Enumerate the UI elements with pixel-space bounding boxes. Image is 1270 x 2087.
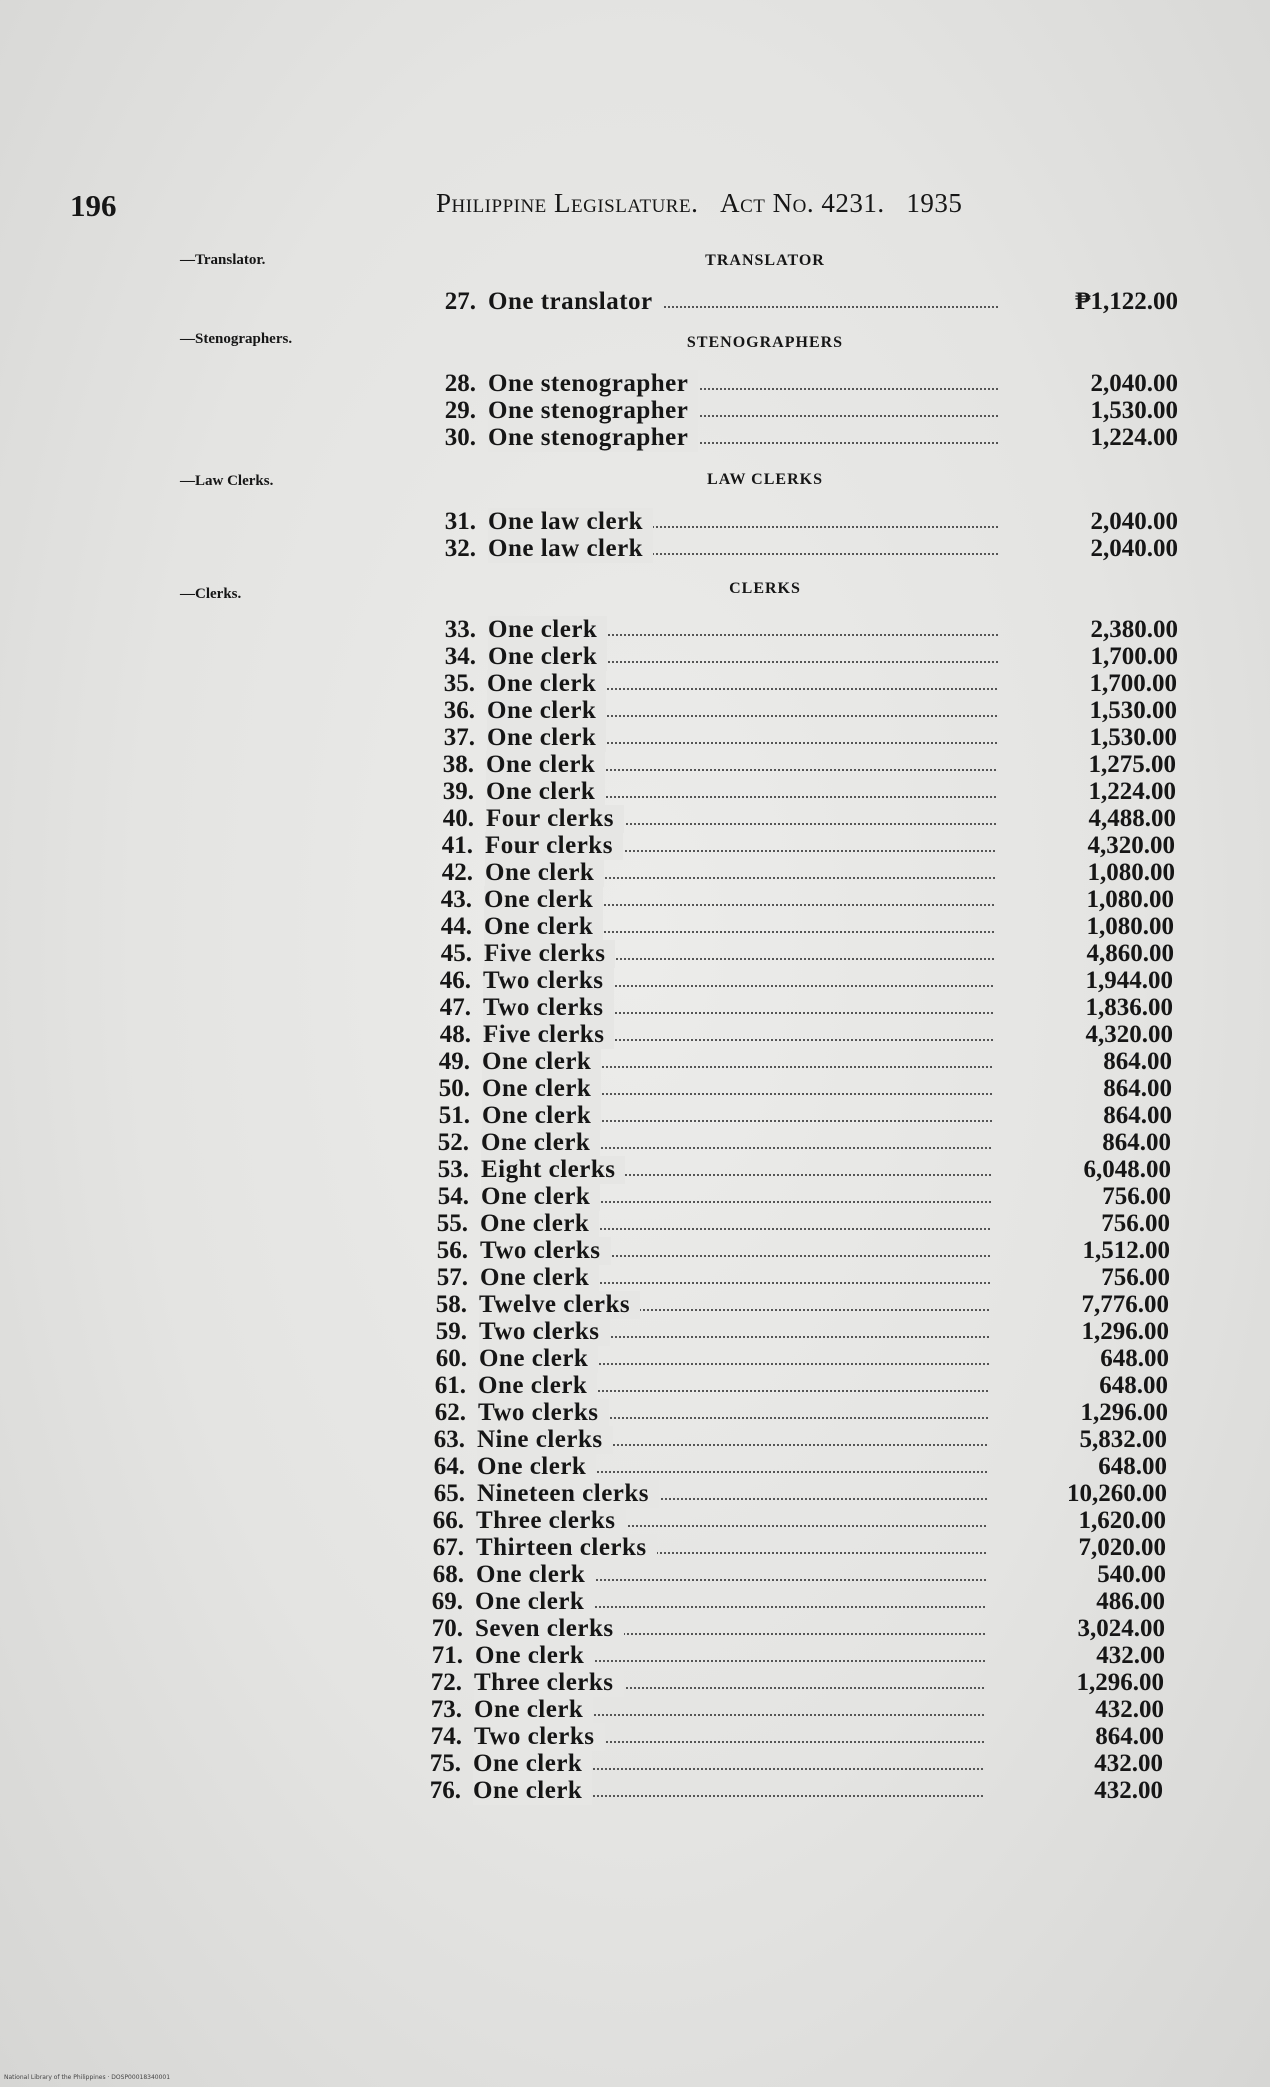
item-amount: 1,296.00 — [1076, 1669, 1164, 1696]
running-head-year: 1935 — [906, 188, 963, 218]
item-description-wrap — [488, 288, 998, 315]
list-item — [412, 1102, 1172, 1129]
item-description: Five clerks — [484, 940, 615, 968]
item-description: Four clerks — [485, 832, 623, 860]
item-description: Two clerks — [483, 967, 614, 995]
item-description-wrap — [488, 424, 998, 451]
list-item — [411, 1183, 1171, 1210]
page-number: 196 — [70, 188, 117, 223]
list-item — [405, 1642, 1165, 1669]
list-item — [406, 1561, 1166, 1588]
item-description-wrap — [488, 643, 998, 670]
item-number: 48. — [439, 1021, 471, 1048]
section-heading-translator: TRANSLATOR — [705, 252, 825, 269]
item-amount: 2,040.00 — [1090, 370, 1178, 397]
list-item — [418, 397, 1178, 424]
item-description: One clerk — [482, 1048, 601, 1076]
item-number: 50. — [438, 1075, 470, 1102]
list-item — [416, 778, 1176, 805]
item-number: 66. — [432, 1507, 464, 1534]
item-number: 52. — [437, 1129, 469, 1156]
item-description-wrap — [479, 1345, 989, 1372]
item-number: 30. — [444, 424, 476, 451]
item-description-wrap — [482, 1075, 992, 1102]
list-item — [418, 643, 1178, 670]
item-description: Thirteen clerks — [476, 1534, 657, 1562]
item-description: Three clerks — [474, 1669, 624, 1697]
list-item — [412, 1075, 1172, 1102]
margin-note-stenographers: —Stenographers. — [180, 331, 293, 347]
item-description: Four clerks — [486, 805, 624, 833]
item-number: 41. — [441, 832, 473, 859]
list-item — [409, 1318, 1169, 1345]
item-description-wrap — [481, 1129, 991, 1156]
item-amount: 1,530.00 — [1090, 397, 1178, 424]
item-number: 60. — [435, 1345, 467, 1372]
item-amount: 432.00 — [1094, 1777, 1163, 1804]
item-description-wrap — [487, 697, 997, 724]
item-number: 70. — [431, 1615, 463, 1642]
list-item — [411, 1156, 1171, 1183]
item-description-wrap — [473, 1777, 983, 1804]
item-description-wrap — [478, 1399, 988, 1426]
item-description-wrap — [477, 1426, 987, 1453]
item-description: One clerk — [479, 1345, 598, 1373]
list-item — [404, 1723, 1164, 1750]
list-item — [416, 805, 1176, 832]
item-amount: 1,080.00 — [1086, 913, 1174, 940]
item-amount: 1,530.00 — [1089, 724, 1177, 751]
item-number: 43. — [440, 886, 472, 913]
item-description-wrap — [488, 535, 998, 562]
item-description-wrap — [485, 832, 995, 859]
item-description-wrap — [474, 1696, 984, 1723]
item-description: One clerk — [473, 1750, 592, 1778]
list-item — [412, 1048, 1172, 1075]
item-number: 31. — [444, 508, 476, 535]
item-description-wrap — [488, 397, 998, 424]
item-amount: 864.00 — [1095, 1723, 1164, 1750]
item-description-wrap — [484, 886, 994, 913]
item-amount: 486.00 — [1096, 1588, 1165, 1615]
running-head-act: Act No. 4231. — [720, 188, 885, 218]
item-description: Nine clerks — [477, 1426, 613, 1454]
item-amount: 648.00 — [1100, 1345, 1169, 1372]
item-amount: 1,296.00 — [1081, 1318, 1169, 1345]
item-description: One clerk — [474, 1696, 593, 1724]
item-description-wrap — [480, 1264, 990, 1291]
item-amount: 6,048.00 — [1083, 1156, 1171, 1183]
item-description: One clerk — [486, 751, 605, 779]
item-number: 75. — [429, 1750, 461, 1777]
list-item — [417, 724, 1177, 751]
item-amount: 648.00 — [1098, 1453, 1167, 1480]
item-amount: 432.00 — [1095, 1696, 1164, 1723]
item-amount: 10,260.00 — [1067, 1480, 1167, 1507]
list-item — [404, 1696, 1164, 1723]
item-amount: 4,860.00 — [1086, 940, 1174, 967]
item-amount: 2,040.00 — [1090, 508, 1178, 535]
item-number: 53. — [437, 1156, 469, 1183]
item-number: 33. — [444, 616, 476, 643]
item-number: 61. — [434, 1372, 466, 1399]
list-item — [407, 1426, 1167, 1453]
item-description-wrap — [483, 1021, 993, 1048]
item-number: 76. — [429, 1777, 461, 1804]
item-description: One clerk — [482, 1075, 601, 1103]
item-number: 46. — [439, 967, 471, 994]
item-description-wrap — [478, 1372, 988, 1399]
item-amount: 4,320.00 — [1085, 1021, 1173, 1048]
list-item — [413, 967, 1173, 994]
item-amount: 540.00 — [1097, 1561, 1166, 1588]
list-item — [410, 1237, 1170, 1264]
item-description: One clerk — [480, 1264, 599, 1292]
item-number: 69. — [431, 1588, 463, 1615]
item-number: 71. — [431, 1642, 463, 1669]
item-number: 44. — [440, 913, 472, 940]
item-description: Nineteen clerks — [477, 1480, 659, 1508]
item-amount: 1,836.00 — [1085, 994, 1173, 1021]
list-item — [410, 1264, 1170, 1291]
item-description: One clerk — [488, 643, 607, 671]
item-number: 40. — [442, 805, 474, 832]
item-number: 35. — [443, 670, 475, 697]
item-number: 36. — [443, 697, 475, 724]
item-description: Three clerks — [476, 1507, 626, 1535]
list-item — [404, 1669, 1164, 1696]
item-number: 55. — [436, 1210, 468, 1237]
item-amount: 1,080.00 — [1087, 859, 1175, 886]
item-description: One clerk — [473, 1777, 592, 1805]
list-item — [403, 1777, 1163, 1804]
section-heading-stenographers: STENOGRAPHERS — [686, 334, 844, 351]
item-description: One clerk — [476, 1561, 595, 1589]
item-amount: 4,488.00 — [1088, 805, 1176, 832]
list-item — [418, 535, 1178, 562]
item-description-wrap — [484, 940, 994, 967]
list-item — [406, 1534, 1166, 1561]
margin-note-clerks: —Clerks. — [180, 586, 242, 602]
list-item — [405, 1588, 1165, 1615]
list-item — [403, 1750, 1163, 1777]
item-description-wrap — [476, 1534, 986, 1561]
list-item — [417, 697, 1177, 724]
item-amount: 1,530.00 — [1089, 697, 1177, 724]
item-number: 64. — [433, 1453, 465, 1480]
list-item — [411, 1129, 1171, 1156]
item-description-wrap — [482, 1102, 992, 1129]
item-description: Twelve clerks — [479, 1291, 640, 1319]
item-amount: 7,020.00 — [1078, 1534, 1166, 1561]
list-item — [405, 1615, 1165, 1642]
item-amount: 864.00 — [1102, 1129, 1171, 1156]
list-item — [408, 1372, 1168, 1399]
item-description: One stenographer — [488, 424, 698, 452]
item-description: One clerk — [475, 1588, 594, 1616]
item-description-wrap — [486, 778, 996, 805]
item-number: 74. — [430, 1723, 462, 1750]
item-description-wrap — [474, 1723, 984, 1750]
list-item — [414, 886, 1174, 913]
list-item — [407, 1480, 1167, 1507]
item-amount: 648.00 — [1099, 1372, 1168, 1399]
item-description-wrap — [486, 751, 996, 778]
section-heading-law-clerks: LAW CLERKS — [707, 471, 823, 488]
item-description: One stenographer — [488, 370, 698, 398]
item-description-wrap — [487, 724, 997, 751]
item-number: 45. — [440, 940, 472, 967]
item-number: 37. — [443, 724, 475, 751]
item-description-wrap — [476, 1561, 986, 1588]
item-description-wrap — [482, 1048, 992, 1075]
item-description: One clerk — [484, 886, 603, 914]
item-description-wrap — [481, 1156, 991, 1183]
item-description-wrap — [476, 1507, 986, 1534]
item-amount: 756.00 — [1101, 1264, 1170, 1291]
section-heading-clerks: CLERKS — [729, 580, 801, 597]
item-number: 27. — [444, 288, 476, 315]
list-item — [414, 940, 1174, 967]
item-number: 59. — [435, 1318, 467, 1345]
item-amount: 1,224.00 — [1088, 778, 1176, 805]
item-description: Two clerks — [478, 1399, 609, 1427]
item-amount: 864.00 — [1103, 1102, 1172, 1129]
item-number: 42. — [441, 859, 473, 886]
item-number: 63. — [433, 1426, 465, 1453]
item-amount: 1,296.00 — [1080, 1399, 1168, 1426]
item-description-wrap — [484, 913, 994, 940]
list-item — [416, 751, 1176, 778]
item-number: 29. — [444, 397, 476, 424]
item-amount: 1,700.00 — [1089, 670, 1177, 697]
list-item — [413, 1021, 1173, 1048]
item-description: Two clerks — [474, 1723, 605, 1751]
item-amount: 432.00 — [1094, 1750, 1163, 1777]
margin-note-law-clerks: —Law Clerks. — [180, 473, 274, 489]
list-item — [418, 288, 1178, 315]
item-description: One clerk — [481, 1183, 600, 1211]
item-amount: ₱1,122.00 — [1075, 288, 1178, 315]
item-description-wrap — [477, 1480, 987, 1507]
footer-credit: National Library of the Philippines · DOSP00018340001 — [4, 2074, 171, 2081]
list-item — [418, 616, 1178, 643]
list-item — [406, 1507, 1166, 1534]
item-number: 51. — [438, 1102, 470, 1129]
item-description: Two clerks — [483, 994, 614, 1022]
item-amount: 1,512.00 — [1082, 1237, 1170, 1264]
item-description: One clerk — [475, 1642, 594, 1670]
item-description: One clerk — [487, 670, 606, 698]
item-amount: 1,620.00 — [1078, 1507, 1166, 1534]
item-amount: 1,700.00 — [1090, 643, 1178, 670]
item-description-wrap — [485, 859, 995, 886]
item-number: 68. — [432, 1561, 464, 1588]
item-description: Five clerks — [483, 1021, 614, 1049]
item-description: One clerk — [484, 913, 603, 941]
item-description: One law clerk — [488, 508, 653, 536]
item-amount: 864.00 — [1103, 1048, 1172, 1075]
list-item — [418, 424, 1178, 451]
item-number: 38. — [442, 751, 474, 778]
item-number: 32. — [444, 535, 476, 562]
item-amount: 1,944.00 — [1085, 967, 1173, 994]
item-description: Eight clerks — [481, 1156, 625, 1184]
item-number: 49. — [438, 1048, 470, 1075]
list-item — [415, 832, 1175, 859]
list-item — [415, 859, 1175, 886]
item-description-wrap — [480, 1210, 990, 1237]
item-description: One clerk — [488, 616, 607, 644]
item-description: One clerk — [480, 1210, 599, 1238]
item-description-wrap — [475, 1588, 985, 1615]
list-item — [413, 994, 1173, 1021]
item-description-wrap — [481, 1183, 991, 1210]
item-number: 39. — [442, 778, 474, 805]
item-description: One clerk — [482, 1102, 601, 1130]
item-amount: 756.00 — [1102, 1183, 1171, 1210]
list-item — [414, 913, 1174, 940]
item-description-wrap — [473, 1750, 983, 1777]
list-item — [408, 1399, 1168, 1426]
item-description: One clerk — [486, 778, 605, 806]
item-number: 72. — [430, 1669, 462, 1696]
item-description-wrap — [480, 1237, 990, 1264]
list-item — [418, 508, 1178, 535]
list-item — [409, 1291, 1169, 1318]
item-amount: 3,024.00 — [1077, 1615, 1165, 1642]
item-description: One clerk — [477, 1453, 596, 1481]
item-amount: 5,832.00 — [1079, 1426, 1167, 1453]
list-item — [417, 670, 1177, 697]
item-description: One stenographer — [488, 397, 698, 425]
item-number: 56. — [436, 1237, 468, 1264]
item-number: 73. — [430, 1696, 462, 1723]
item-description: One clerk — [481, 1129, 600, 1157]
item-description: One clerk — [478, 1372, 597, 1400]
item-description-wrap — [488, 370, 998, 397]
item-description: One translator — [488, 288, 663, 316]
item-amount: 4,320.00 — [1087, 832, 1175, 859]
item-description-wrap — [488, 508, 998, 535]
item-description: One clerk — [487, 724, 606, 752]
running-head-title: Philippine Legislature. — [436, 188, 699, 218]
item-amount: 432.00 — [1096, 1642, 1165, 1669]
item-number: 57. — [436, 1264, 468, 1291]
list-item — [410, 1210, 1170, 1237]
item-amount: 7,776.00 — [1081, 1291, 1169, 1318]
item-description-wrap — [474, 1669, 984, 1696]
item-description: One clerk — [485, 859, 604, 887]
item-description-wrap — [488, 616, 998, 643]
item-description-wrap — [477, 1453, 987, 1480]
item-number: 65. — [433, 1480, 465, 1507]
item-description-wrap — [483, 967, 993, 994]
item-amount: 1,224.00 — [1090, 424, 1178, 451]
item-description-wrap — [483, 994, 993, 1021]
item-description-wrap — [479, 1291, 989, 1318]
item-description: Two clerks — [480, 1237, 611, 1265]
item-description: One law clerk — [488, 535, 653, 563]
margin-note-translator: —Translator. — [180, 252, 266, 268]
running-head — [436, 188, 962, 219]
item-number: 67. — [432, 1534, 464, 1561]
item-description-wrap — [475, 1642, 985, 1669]
item-amount: 2,380.00 — [1090, 616, 1178, 643]
list-item — [418, 370, 1178, 397]
item-number: 47. — [439, 994, 471, 1021]
item-number: 28. — [444, 370, 476, 397]
item-description-wrap — [487, 670, 997, 697]
item-amount: 756.00 — [1101, 1210, 1170, 1237]
item-number: 54. — [437, 1183, 469, 1210]
item-amount: 1,080.00 — [1086, 886, 1174, 913]
list-item — [407, 1453, 1167, 1480]
item-number: 34. — [444, 643, 476, 670]
item-description: Seven clerks — [475, 1615, 624, 1643]
item-amount: 1,275.00 — [1088, 751, 1176, 778]
item-number: 62. — [434, 1399, 466, 1426]
item-description: Two clerks — [479, 1318, 610, 1346]
item-amount: 864.00 — [1103, 1075, 1172, 1102]
item-description-wrap — [486, 805, 996, 832]
item-description: One clerk — [487, 697, 606, 725]
item-amount: 2,040.00 — [1090, 535, 1178, 562]
item-description-wrap — [479, 1318, 989, 1345]
list-item — [409, 1345, 1169, 1372]
item-number: 58. — [435, 1291, 467, 1318]
item-description-wrap — [475, 1615, 985, 1642]
